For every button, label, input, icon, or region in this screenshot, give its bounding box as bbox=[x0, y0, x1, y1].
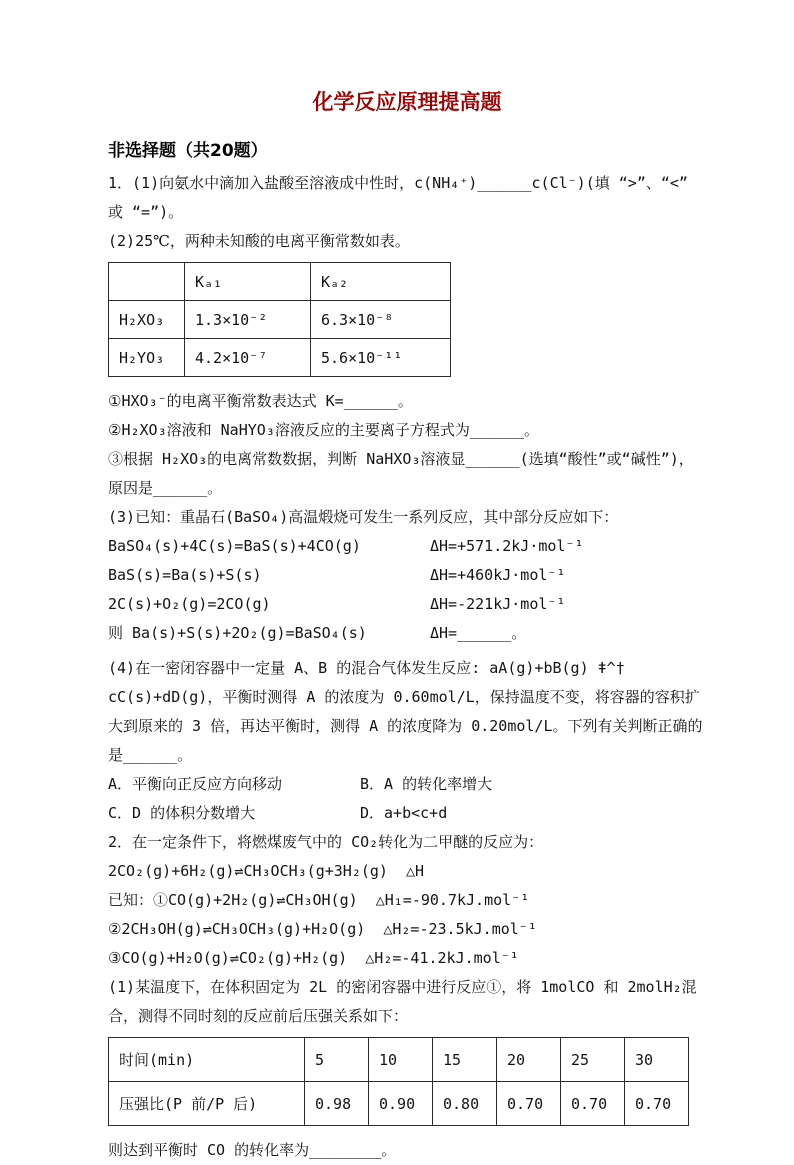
table-cell: 30 bbox=[625, 1038, 689, 1082]
q2-intro: 2．在一定条件下，将燃煤废气中的 CO₂转化为二甲醚的反应为： bbox=[108, 833, 544, 851]
table-cell: 4.2×10⁻⁷ bbox=[185, 339, 311, 377]
table-cell: 10 bbox=[369, 1038, 433, 1082]
table-cell: 时间(min) bbox=[109, 1038, 305, 1082]
reaction-enthalpy: ΔH=______。 bbox=[430, 624, 527, 642]
reaction-line bbox=[108, 561, 706, 590]
reaction-enthalpy: ΔH=+460kJ·mol⁻¹ bbox=[430, 566, 566, 584]
q1-item-1: ①HXO₃⁻的电离平衡常数表达式 K=______。 bbox=[108, 392, 413, 410]
q1-item-3: ③根据 H₂XO₃的电离常数数据，判断 NaHXO₃溶液显______(选填“酸性”或“碱性”)，原因是______。 bbox=[108, 450, 694, 497]
reaction-line bbox=[108, 532, 706, 561]
table-cell: H₂XO₃ bbox=[109, 301, 185, 339]
ionization-constants-table bbox=[108, 262, 451, 377]
reaction-enthalpy: ΔH=-221kJ·mol⁻¹ bbox=[430, 595, 566, 613]
table-cell: 20 bbox=[497, 1038, 561, 1082]
q2-footer-text: 则达到平衡时 CO 的转化率为________。 bbox=[108, 1141, 397, 1159]
table-cell: 0.70 bbox=[625, 1082, 689, 1126]
table-cell: 0.80 bbox=[433, 1082, 497, 1126]
reaction-equation: 2C(s)+O₂(g)=2CO(g) bbox=[108, 595, 271, 613]
reaction-equation: 则 Ba(s)+S(s)+2O₂(g)=BaSO₄(s) bbox=[108, 624, 367, 642]
table-cell: 0.90 bbox=[369, 1082, 433, 1126]
table-row bbox=[109, 263, 451, 301]
reaction-equation: BaS(s)=Ba(s)+S(s) bbox=[108, 566, 262, 584]
q1-item-2: ②H₂XO₃溶液和 NaHYO₃溶液反应的主要离子方程式为______。 bbox=[108, 421, 540, 439]
q2-known-1: 已知：①CO(g)+2H₂(g)⇌CH₃OH(g) △H₁=-90.7kJ.mol⁻¹ bbox=[108, 891, 530, 909]
q2-known-2: ②2CH₃OH(g)⇌CH₃OCH₃(g)+H₂O(g) △H₂=-23.5kJ.mol⁻¹ bbox=[108, 920, 537, 938]
reaction-line bbox=[108, 590, 706, 619]
table-cell: 5.6×10⁻¹¹ bbox=[311, 339, 451, 377]
section-header: 非选择题（共20题） bbox=[108, 141, 268, 161]
reaction-line bbox=[108, 619, 706, 648]
table-row bbox=[109, 1038, 689, 1082]
q1-part2-intro: (2)25℃，两种未知酸的电离平衡常数如表。 bbox=[108, 232, 410, 250]
table-row bbox=[109, 1082, 689, 1126]
reaction-enthalpy: ΔH=+571.2kJ·mol⁻¹ bbox=[430, 537, 584, 555]
table-cell: Kₐ₁ bbox=[185, 263, 311, 301]
q1-part3-intro: (3)已知：重晶石(BaSO₄)高温煅烧可发生一系列反应，其中部分反应如下： bbox=[108, 508, 619, 526]
option-b: B．A 的转化率增大 bbox=[360, 775, 493, 793]
option-a: A．平衡向正反应方向移动 bbox=[108, 775, 283, 793]
table-row bbox=[109, 301, 451, 339]
option-d: D．a+b<c+d bbox=[360, 804, 448, 822]
table-cell: H₂YO₃ bbox=[109, 339, 185, 377]
table-cell: 6.3×10⁻⁸ bbox=[311, 301, 451, 339]
option-c: C．D 的体积分数增大 bbox=[108, 804, 256, 822]
table-cell: 0.98 bbox=[305, 1082, 369, 1126]
table-cell: 5 bbox=[305, 1038, 369, 1082]
pressure-ratio-table bbox=[108, 1037, 689, 1126]
table-cell: 1.3×10⁻² bbox=[185, 301, 311, 339]
table-cell: 0.70 bbox=[497, 1082, 561, 1126]
q1-part4-text: (4)在一密闭容器中一定量 A、B 的混合气体发生反应: aA(g)+bB(g) ǂ^† cC(s)+dD(g)，平衡时测得 A 的浓度为 0.60mol/L，保持温度不变，将容器的容积扩大到原来的 3 倍，再达平衡时，测得 A 的浓度降为 0.20mol/L。下列有关判断正确的是______。 bbox=[108, 659, 703, 764]
reaction-equation: BaSO₄(s)+4C(s)=BaS(s)+4CO(g) bbox=[108, 537, 361, 555]
table-cell: 25 bbox=[561, 1038, 625, 1082]
table-row bbox=[109, 339, 451, 377]
table-cell: 压强比(P 前/P 后) bbox=[109, 1082, 305, 1126]
options-row bbox=[108, 799, 706, 828]
table-cell: 15 bbox=[433, 1038, 497, 1082]
q2-part1-text: (1)某温度下，在体积固定为 2L 的密闭容器中进行反应①，将 1molCO 和 2molH₂混合，测得不同时刻的反应前后压强关系如下： bbox=[108, 978, 697, 1025]
q1-part1-text: 1．(1)向氨水中滴加入盐酸至溶液成中性时，c(NH₄⁺)______c(Cl⁻)(填 “>”、“<” 或 “=”)。 bbox=[108, 174, 697, 221]
table-cell: Kₐ₂ bbox=[311, 263, 451, 301]
q2-main-equation: 2CO₂(g)+6H₂(g)⇌CH₃OCH₃(g+3H₂(g) △H bbox=[108, 862, 425, 880]
q2-known-3: ③CO(g)+H₂O(g)⇌CO₂(g)+H₂(g) △H₂=-41.2kJ.mol⁻¹ bbox=[108, 949, 519, 967]
options-row bbox=[108, 770, 706, 799]
page-title: 化学反应原理提高题 bbox=[312, 90, 502, 114]
table-cell bbox=[109, 263, 185, 301]
table-cell: 0.70 bbox=[561, 1082, 625, 1126]
